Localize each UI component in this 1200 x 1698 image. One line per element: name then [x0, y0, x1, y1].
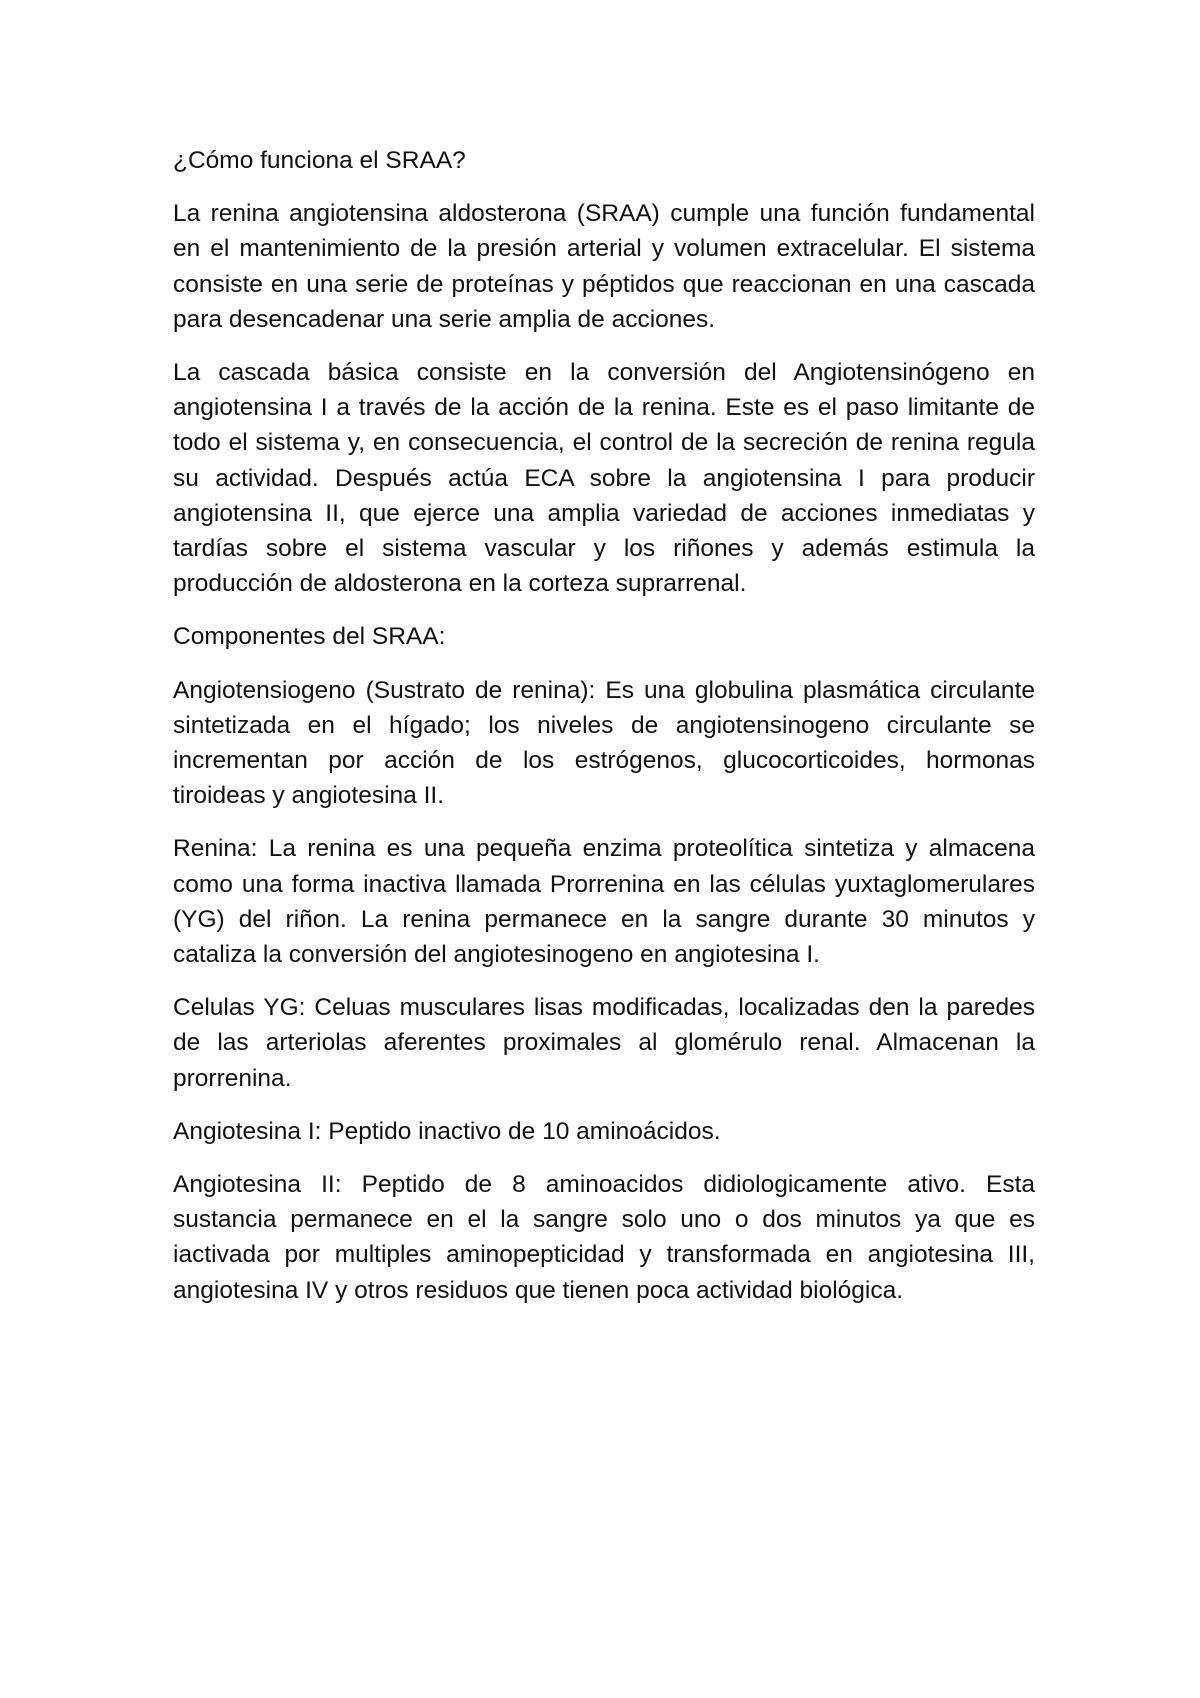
paragraph-angiotensin-2: Angiotesina II: Peptido de 8 aminoacidos didiologicamente ativo. Esta sustancia permanece en el la sangre solo uno o dos minutos ya que es iactivada por multiples aminopepticidad y transformada en angiotesina III, angiotesina IV y otros residuos que tienen poca actividad biológica. — [173, 1171, 1035, 1304]
paragraph-yg-cells: Celulas YG: Celuas musculares lisas modificadas, localizadas den la paredes de las arteriolas aferentes proximales al glomérulo renal. Almacenan la prorrenina. — [173, 994, 1035, 1092]
paragraph-intro: La renina angiotensina aldosterona (SRAA) cumple una función fundamental en el mantenimiento de la presión arterial y volumen extracelular. El sistema consiste en una serie de proteínas y péptidos que reaccionan en una cascada para desencadenar una serie amplia de acciones. — [173, 200, 1035, 333]
paragraph-renin: Renina: La renina es una pequeña enzima proteolítica sintetiza y almacena como una forma inactiva llamada Prorrenina en las células yuxtaglomerulares (YG) del riñon. La renina permanece en la sangre durante 30 minutos y cataliza la conversión del angiotesinogeno en angiotesina I. — [173, 835, 1035, 969]
document-body — [173, 143, 1035, 1326]
paragraph-angiotensinogen: Angiotensiogeno (Sustrato de renina): Es una globulina plasmática circulante sintetizada en el hígado; los niveles de angiotensinogeno circulante se incrementan por acción de los estrógenos, glucocorticoides, hormonas tiroideas y angiotesina II. — [173, 676, 1035, 810]
document-title: ¿Cómo funciona el SRAA? — [173, 147, 466, 174]
paragraph-cascade: La cascada básica consiste en la conversión del Angiotensinógeno en angiotensina I a través de la acción de la renina. Este es el paso limitante de todo el sistema y, en consecuencia, el control de la secreción de renina regula su actividad. Después actúa ECA sobre la angiotensina I para producir angiotensina II, que ejerce una amplia variedad de acciones inmediatas y tardías sobre el sistema vascular y los riñones y además estimula la producción de aldosterona en la corteza suprarrenal. — [173, 359, 1035, 598]
components-heading: Componentes del SRAA: — [173, 623, 446, 651]
paragraph-angiotensin-1: Angiotesina I: Peptido inactivo de 10 aminoácidos. — [173, 1117, 721, 1145]
